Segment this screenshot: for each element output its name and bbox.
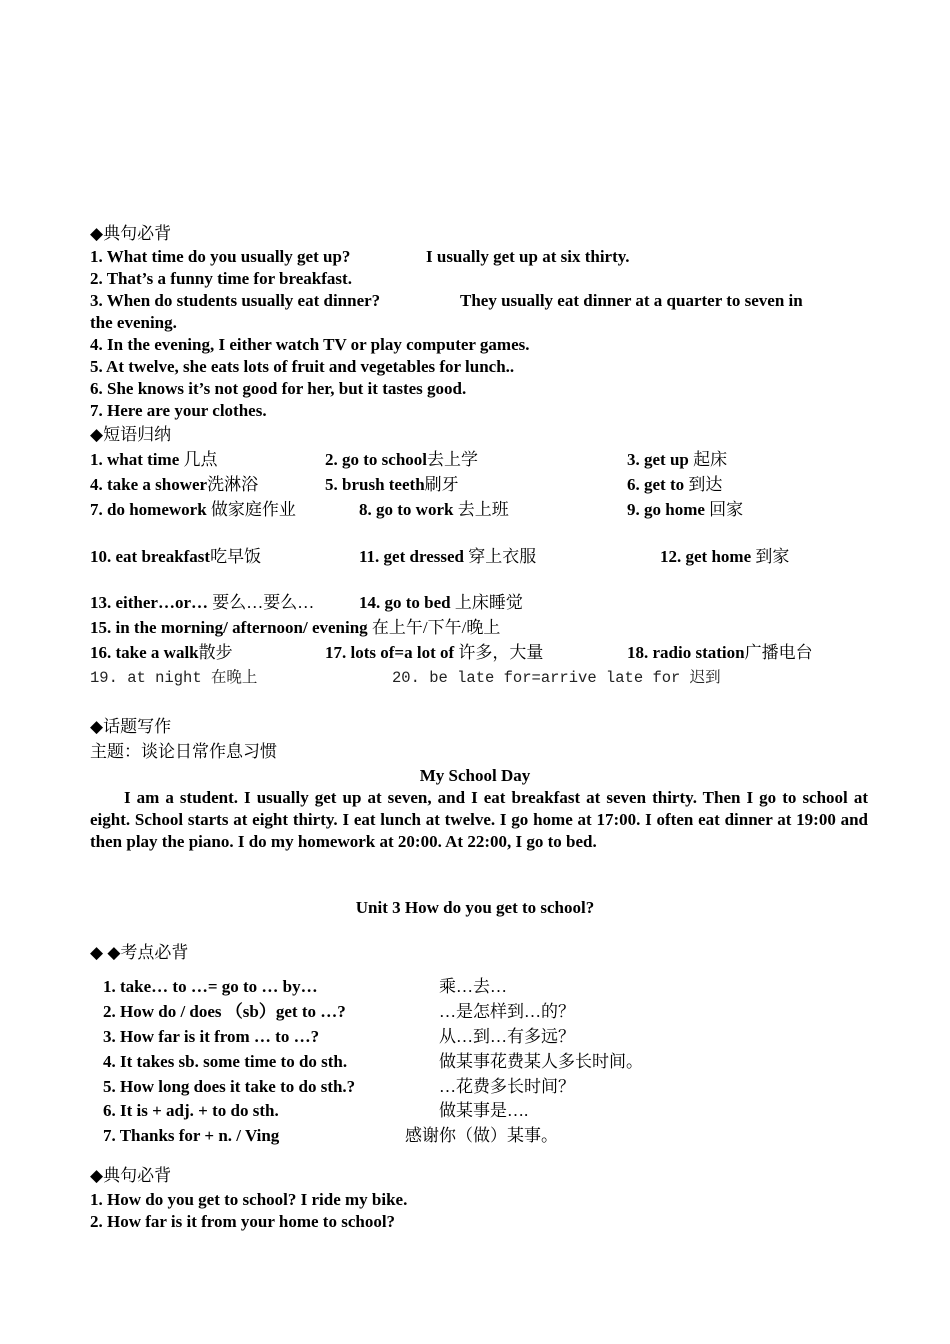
sentence-6: 6. She knows it’s not good for her, but it tastes good. <box>90 379 467 398</box>
section-header-key-sentences: ◆典句必背 <box>90 224 172 243</box>
phrase-item: 17. lots of=a lot of 许多，大量 <box>325 643 544 662</box>
phrase-item: 15. in the morning/ afternoon/ evening 在上午/下午/晚上 <box>90 618 501 637</box>
sentence-4: 4. In the evening, I either watch TV or play computer games. <box>90 335 530 354</box>
key-point-en: 7. Thanks for + n. / Ving <box>103 1126 280 1145</box>
phrase-item: 6. get to 到达 <box>627 475 723 494</box>
essay-title: My School Day <box>419 766 531 785</box>
key-point-zh: …花费多长时间？ <box>439 1077 575 1096</box>
key-point-zh: 做某事是…. <box>439 1101 529 1120</box>
section-header-key-points: ◆ ◆考点必背 <box>90 943 189 962</box>
key-point-en: 1. take… to …= go to … by… <box>103 977 318 996</box>
phrase-item: 7. do homework 做家庭作业 <box>90 500 296 519</box>
unit3-sentence-1: 1. How do you get to school? I ride my bike. <box>90 1190 408 1209</box>
sentence-3-continued: the evening. <box>90 313 177 332</box>
phrase-item: 12. get home 到家 <box>660 547 790 566</box>
phrase-item: 14. go to bed 上床睡觉 <box>359 593 523 612</box>
phrase-item: 16. take a walk散步 <box>90 643 233 662</box>
writing-topic: 主题：谈论日常作息习惯 <box>90 742 277 761</box>
sentence-5: 5. At twelve, she eats lots of fruit and vegetables for lunch.. <box>90 357 515 376</box>
phrase-item: 5. brush teeth刷牙 <box>325 475 459 494</box>
phrase-item: 3. get up 起床 <box>627 450 728 469</box>
sentence-1-answer: I usually get up at six thirty. <box>426 247 630 266</box>
phrase-item: 18. radio station广播电台 <box>627 643 813 662</box>
phrase-item: 1. what time 几点 <box>90 450 218 469</box>
key-point-en: 5. How long does it take to do sth.? <box>103 1077 356 1096</box>
sentence-3-question: 3. When do students usually eat dinner? <box>90 291 381 310</box>
sentence-2: 2. That’s a funny time for breakfast. <box>90 269 352 288</box>
phrase-item: 9. go home 回家 <box>627 500 744 519</box>
key-point-en: 3. How far is it from … to …? <box>103 1027 320 1046</box>
phrase-item: 2. go to school去上学 <box>325 450 478 469</box>
sentence-7: 7. Here are your clothes. <box>90 401 267 420</box>
key-point-zh: 做某事花费某人多长时间。 <box>439 1052 643 1071</box>
phrase-item: 4. take a shower洗淋浴 <box>90 475 259 494</box>
key-point-en: 4. It takes sb. some time to do sth. <box>103 1052 348 1071</box>
phrase-item: 8. go to work 去上班 <box>359 500 509 519</box>
phrase-item: 10. eat breakfast吃早饭 <box>90 547 262 566</box>
key-point-en: 2. How do / does （sb）get to …? <box>103 1002 346 1021</box>
key-point-zh: 感谢你（做）某事。 <box>405 1126 558 1145</box>
key-point-zh: 从…到…有多远？ <box>439 1027 575 1046</box>
key-point-zh: 乘…去… <box>439 977 507 996</box>
key-point-en: 6. It is + adj. + to do sth. <box>103 1101 279 1120</box>
essay-body: I am a student. I usually get up at seven, and I eat breakfast at seven thirty. Then I go to school at eight. School starts at eight thirty. I eat lunch at twelve. I go home at 17:00. I often eat dinner at 19:00 and then play the piano. I do my homework at 20:00. At 22:00, I go to bed. <box>90 788 868 851</box>
phrase-item: 13. either…or… 要么…要么… <box>90 593 315 612</box>
section-header-unit3-sentences: ◆典句必背 <box>90 1166 172 1185</box>
sentence-1-question: 1. What time do you usually get up? <box>90 247 351 266</box>
sentence-3-answer: They usually eat dinner at a quarter to seven in <box>460 291 803 310</box>
section-header-phrases: ◆短语归纳 <box>90 425 172 444</box>
unit3-sentence-2: 2. How far is it from your home to school? <box>90 1212 396 1231</box>
key-point-zh: …是怎样到…的？ <box>439 1002 575 1021</box>
section-header-writing: ◆话题写作 <box>90 717 172 736</box>
unit-title: Unit 3 How do you get to school? <box>355 898 595 917</box>
phrase-item: 11. get dressed 穿上衣服 <box>359 547 537 566</box>
phrase-item-19: 19. at night 在晚上 <box>90 669 258 687</box>
phrase-item-20: 20. be late for=arrive late for 迟到 <box>392 669 721 687</box>
